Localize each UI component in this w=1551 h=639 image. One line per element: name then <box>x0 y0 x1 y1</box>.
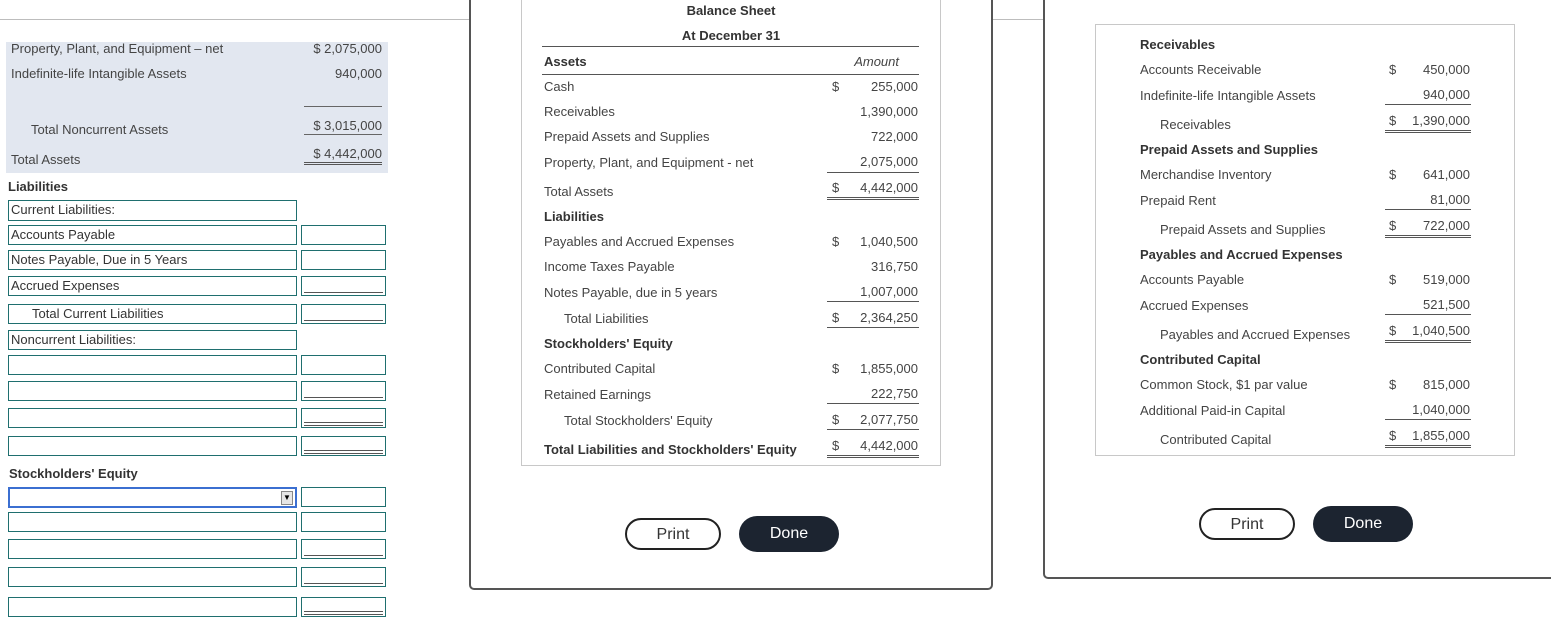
accrued-expenses-field[interactable]: Accrued Expenses <box>8 276 297 296</box>
noncurrent-liability-amount-1[interactable] <box>301 355 386 375</box>
column-header-rule <box>542 74 919 75</box>
notes-payable-amount-input[interactable] <box>301 250 386 270</box>
payables-heading: Payables and Accrued Expenses <box>1140 247 1343 262</box>
noncurrent-liability-input-4[interactable] <box>8 436 297 456</box>
total-equity-amount: 2,077,750 <box>860 412 918 427</box>
balance-sheet-title: Balance Sheet <box>686 3 776 18</box>
notes-payable-label: Notes Payable, due in 5 years <box>544 285 718 300</box>
contributed-total-dollar: $ <box>1389 428 1397 443</box>
noncurrent-liability-input-2[interactable] <box>8 381 297 401</box>
income-tax-label: Income Taxes Payable <box>544 259 675 274</box>
accounts-receivable-dollar: $ <box>1389 62 1397 77</box>
total-assets-label: Total Assets <box>11 152 81 167</box>
noncurrent-liability-amount-3[interactable] <box>301 408 386 428</box>
prepaid-total-amount: 722,000 <box>1423 218 1470 233</box>
ppe-label: Property, Plant, and Equipment – net <box>11 41 224 56</box>
amount-column-header: Amount <box>854 54 899 69</box>
income-tax-amount: 316,750 <box>871 259 918 274</box>
total-assets-double-underline <box>827 197 919 200</box>
equity-account-dropdown[interactable] <box>8 487 297 508</box>
total-noncurrent-label: Total Noncurrent Assets <box>31 122 169 137</box>
equity-input-4[interactable] <box>8 567 297 587</box>
noncurrent-liability-amount-2[interactable] <box>301 381 386 401</box>
current-liabilities-label-field[interactable]: Current Liabilities: <box>8 200 297 221</box>
payables-total-dollar: $ <box>1389 323 1397 338</box>
accounts-payable-dollar: $ <box>1389 272 1397 287</box>
accounts-payable-field[interactable]: Accounts Payable <box>8 225 297 245</box>
contributed-heading: Contributed Capital <box>1140 352 1261 367</box>
retained-earnings-amount: 222,750 <box>871 386 918 401</box>
contributed-subtotal-rule <box>1385 419 1471 420</box>
accounts-payable-amount-input[interactable] <box>301 225 386 245</box>
top-divider-left <box>0 19 470 20</box>
contributed-capital-label: Contributed Capital <box>544 361 656 376</box>
prepaid-subtotal-rule <box>1385 209 1471 210</box>
equity-amount-input-4[interactable] <box>301 567 386 587</box>
prepaid-heading: Prepaid Assets and Supplies <box>1140 142 1318 157</box>
total-equity-underline <box>827 429 919 430</box>
accrued-expenses-amount-input[interactable] <box>301 276 386 296</box>
payables-label: Payables and Accrued Expenses <box>544 234 735 249</box>
total-noncurrent-amount: $ 3,015,000 <box>313 118 382 133</box>
detail-accounts-payable-amount: 519,000 <box>1423 272 1470 287</box>
detail-accrued-expenses-label: Accrued Expenses <box>1140 298 1249 313</box>
total-assets-double-rule <box>304 162 382 165</box>
prepaid-label: Prepaid Assets and Supplies <box>544 129 710 144</box>
chevron-down-icon[interactable]: ▼ <box>281 491 293 505</box>
prepaid-total-dollar: $ <box>1389 218 1397 233</box>
payables-dollar: $ <box>832 234 840 249</box>
noncurrent-liability-input-1[interactable] <box>8 355 297 375</box>
total-liabilities-underline <box>827 327 919 328</box>
total-liabilities-amount: 2,364,250 <box>860 310 918 325</box>
receivables-subtotal-rule <box>1385 104 1471 105</box>
cash-dollar: $ <box>832 79 840 94</box>
bs-total-assets-amount: 4,442,000 <box>860 180 918 195</box>
prepaid-total-double-rule <box>1385 235 1471 238</box>
contributed-dollar: $ <box>832 361 840 376</box>
accounts-receivable-amount: 450,000 <box>1423 62 1470 77</box>
cash-label: Cash <box>544 79 575 94</box>
receivables-heading: Receivables <box>1140 37 1216 52</box>
contributed-capital-amount: 1,855,000 <box>860 361 918 376</box>
receivables-total-label: Receivables <box>1160 117 1231 132</box>
noncurrent-liability-input-3[interactable] <box>8 408 297 428</box>
retained-underline <box>827 403 919 404</box>
total-noncurrent-underline <box>304 134 382 135</box>
detail-intangible-amount: 940,000 <box>1423 87 1470 102</box>
merchandise-inventory-label: Merchandise Inventory <box>1140 167 1272 182</box>
intangible-amount: 940,000 <box>335 66 382 81</box>
retained-earnings-label: Retained Earnings <box>544 387 651 402</box>
noncurrent-liabilities-label-field[interactable]: Noncurrent Liabilities: <box>8 330 297 350</box>
liabilities-section-label: Liabilities <box>544 209 604 224</box>
receivables-total-dollar: $ <box>1389 113 1397 128</box>
top-divider-mid <box>992 19 1044 20</box>
contributed-total-double-rule <box>1385 445 1471 448</box>
equity-section-label: Stockholders' Equity <box>544 336 673 351</box>
bs-total-assets-label: Total Assets <box>544 184 614 199</box>
equity-amount-input-1[interactable] <box>301 487 386 507</box>
header-rule <box>542 46 919 47</box>
assets-column-header: Assets <box>544 54 587 69</box>
liabilities-heading: Liabilities <box>8 179 68 194</box>
receivables-total-double-rule <box>1385 130 1471 133</box>
detail-print-button[interactable]: Print <box>1199 508 1295 540</box>
total-assets-dollar: $ <box>832 180 840 195</box>
notes-payable-field[interactable]: Notes Payable, Due in 5 Years <box>8 250 297 270</box>
contributed-total-amount: 1,855,000 <box>1412 428 1470 443</box>
detail-accrued-expenses-amount: 521,500 <box>1423 297 1470 312</box>
stockholders-equity-heading: Stockholders' Equity <box>9 466 138 481</box>
common-stock-dollar: $ <box>1389 377 1397 392</box>
prepaid-rent-amount: 81,000 <box>1430 192 1470 207</box>
payables-total-double-rule <box>1385 340 1471 343</box>
receivables-amount: 1,390,000 <box>860 104 918 119</box>
apic-amount: 1,040,000 <box>1412 402 1470 417</box>
equity-input-2[interactable] <box>8 512 297 532</box>
total-current-liabilities-amount-input[interactable] <box>301 304 386 324</box>
notes-payable-amount: 1,007,000 <box>860 284 918 299</box>
ppe-row-amount: 2,075,000 <box>860 154 918 169</box>
inventory-dollar: $ <box>1389 167 1397 182</box>
total-equity-label: Total Stockholders' Equity <box>564 413 713 428</box>
total-liabilities-label: Total Liabilities <box>564 311 649 326</box>
equity-amount-input-2[interactable] <box>301 512 386 532</box>
equity-input-3[interactable] <box>8 539 297 559</box>
accounts-receivable-label: Accounts Receivable <box>1140 62 1262 77</box>
total-assets-amount: $ 4,442,000 <box>313 146 382 161</box>
cash-amount: 255,000 <box>871 79 918 94</box>
total-current-liabilities-field[interactable]: Total Current Liabilities <box>8 304 297 324</box>
noncurrent-liability-amount-4[interactable] <box>301 436 386 456</box>
merchandise-inventory-amount: 641,000 <box>1423 167 1470 182</box>
print-button[interactable]: Print <box>625 518 721 550</box>
ppe-underline <box>827 172 919 173</box>
receivables-label: Receivables <box>544 104 615 119</box>
payables-subtotal-rule <box>1385 314 1471 315</box>
intangible-label: Indefinite-life Intangible Assets <box>11 66 187 81</box>
total-le-double-underline <box>827 455 919 458</box>
receivables-total-amount: 1,390,000 <box>1412 113 1470 128</box>
payables-total-amount: 1,040,500 <box>1412 323 1470 338</box>
prepaid-rent-label: Prepaid Rent <box>1140 193 1216 208</box>
ppe-amount: $ 2,075,000 <box>313 41 382 56</box>
detail-accounts-payable-label: Accounts Payable <box>1140 272 1245 287</box>
detail-intangible-label: Indefinite-life Intangible Assets <box>1140 88 1316 103</box>
contributed-total-label: Contributed Capital <box>1160 432 1272 447</box>
total-le-label: Total Liabilities and Stockholders' Equity <box>544 442 797 457</box>
prepaid-total-label: Prepaid Assets and Supplies <box>1160 222 1326 237</box>
total-le-dollar: $ <box>832 438 840 453</box>
payables-total-label: Payables and Accrued Expenses <box>1160 327 1351 342</box>
common-stock-label: Common Stock, $1 par value <box>1140 377 1308 392</box>
apic-label: Additional Paid-in Capital <box>1140 403 1286 418</box>
equity-input-5[interactable] <box>8 597 297 617</box>
common-stock-amount: 815,000 <box>1423 377 1470 392</box>
equity-amount-input-5[interactable] <box>301 597 386 617</box>
total-equity-dollar: $ <box>832 412 840 427</box>
payables-amount: 1,040,500 <box>860 234 918 249</box>
ppe-row-label: Property, Plant, and Equipment - net <box>544 155 754 170</box>
prepaid-amount: 722,000 <box>871 129 918 144</box>
total-le-amount: 4,442,000 <box>860 438 918 453</box>
detail-done-button[interactable]: Done <box>1313 506 1413 542</box>
total-liabilities-dollar: $ <box>832 310 840 325</box>
notes-underline <box>827 301 919 302</box>
done-button[interactable]: Done <box>739 516 839 552</box>
subtotal-rule <box>304 106 382 107</box>
equity-amount-input-3[interactable] <box>301 539 386 559</box>
balance-sheet-subtitle: At December 31 <box>681 28 781 43</box>
